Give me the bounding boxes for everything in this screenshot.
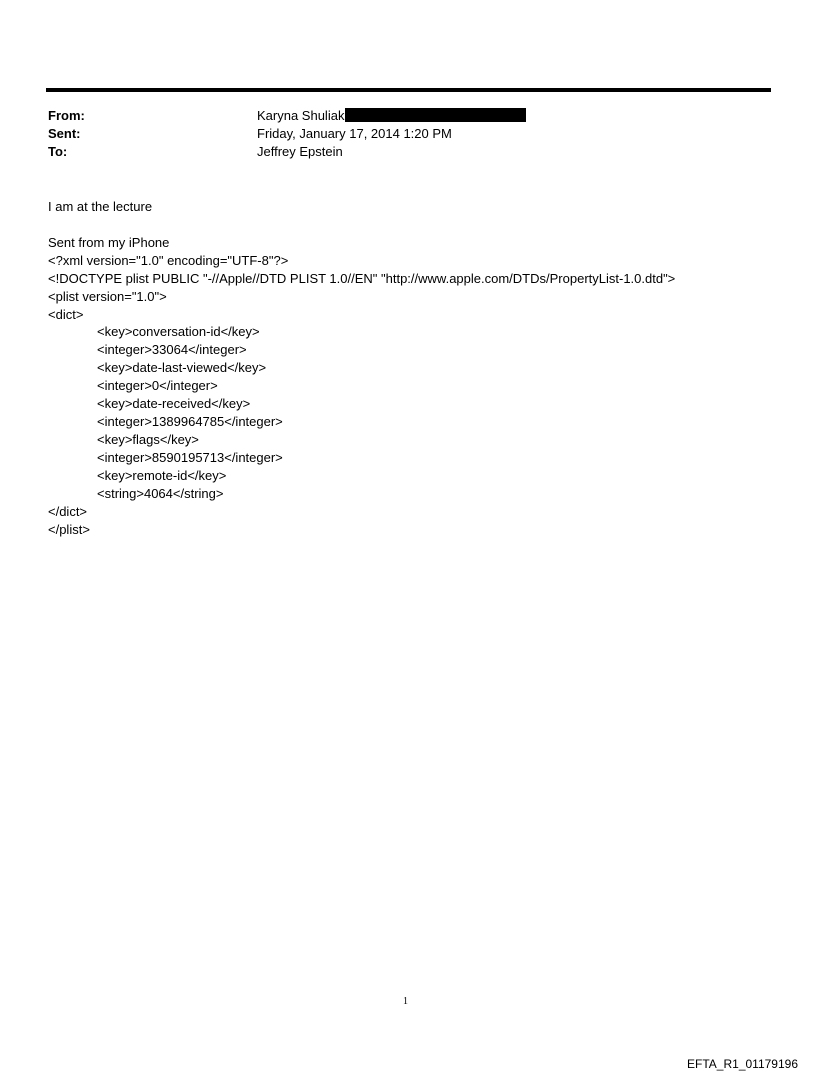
xml-line: <integer>8590195713</integer> — [97, 450, 283, 465]
from-value — [257, 108, 526, 123]
from-label: From: — [48, 108, 85, 123]
xml-line: </plist> — [48, 522, 90, 537]
message-text: I am at the lecture — [48, 199, 153, 214]
redaction-box — [345, 108, 526, 122]
xml-line: <integer>0</integer> — [97, 378, 218, 393]
xml-line: </dict> — [48, 504, 88, 519]
sent-label: Sent: — [48, 126, 81, 141]
xml-line: <?xml version="1.0" encoding="UTF-8"?> — [48, 253, 289, 268]
xml-line: <key>date-last-viewed</key> — [97, 360, 267, 375]
sent-value: Friday, January 17, 2014 1:20 PM — [257, 126, 452, 141]
xml-line: <key>date-received</key> — [97, 396, 251, 411]
header-rule — [46, 88, 771, 92]
xml-line: <integer>1389964785</integer> — [97, 414, 283, 429]
xml-line: <key>flags</key> — [97, 432, 199, 447]
xml-line: <key>remote-id</key> — [97, 468, 227, 483]
page-number: 1 — [403, 996, 408, 1007]
xml-line: <dict> — [48, 307, 84, 322]
xml-line: <integer>33064</integer> — [97, 342, 247, 357]
sender-name: Karyna Shuliak — [257, 108, 345, 123]
xml-line: <string>4064</string> — [97, 486, 224, 501]
xml-line: <plist version="1.0"> — [48, 289, 167, 304]
to-label: To: — [48, 144, 68, 159]
to-value: Jeffrey Epstein — [257, 144, 343, 159]
xml-line: <key>conversation-id</key> — [97, 324, 260, 339]
xml-line: <!DOCTYPE plist PUBLIC "-//Apple//DTD PLIST 1.0//EN" "http://www.apple.com/DTDs/PropertyList-1.0.dtd"> — [48, 271, 676, 286]
bates-number: EFTA_R1_01179196 — [687, 1057, 798, 1071]
signature-text: Sent from my iPhone — [48, 235, 170, 250]
